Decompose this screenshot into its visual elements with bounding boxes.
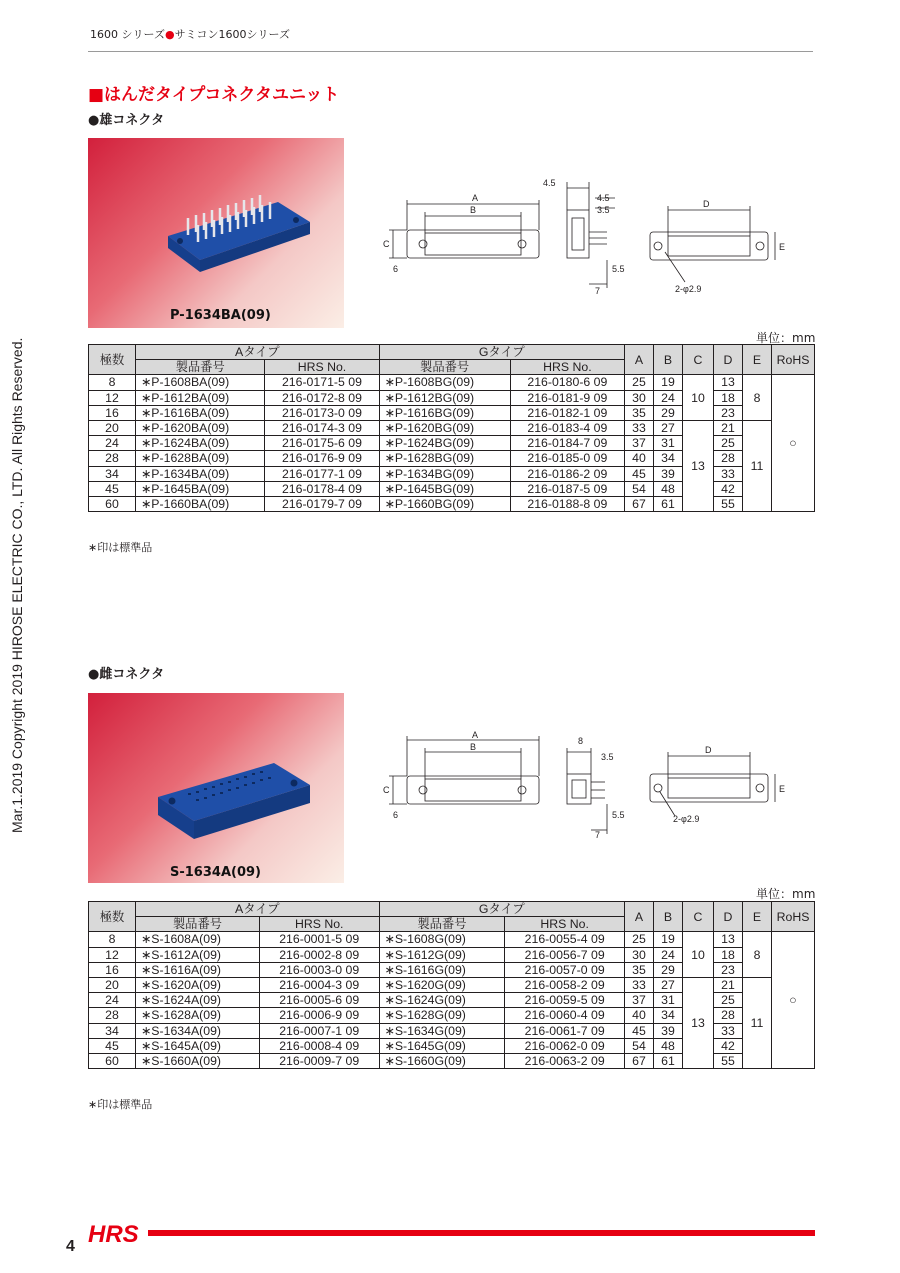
col-poles: 極数 <box>89 902 136 932</box>
female-spec-table <box>88 901 815 1069</box>
male-connector-image <box>88 138 344 328</box>
male-unit-label: 単位：mm <box>756 331 816 345</box>
table-row: 8 ∗S-1608A(09) 216-0001-5 09 ∗S-1608G(09) 216-0055-4 09 25 19 10 13 8 ○ <box>89 932 815 947</box>
male-spec-table <box>88 344 815 512</box>
c-group-2: 13 <box>683 977 714 1068</box>
table-row: 34 ∗S-1634A(09) 216-0007-1 09 ∗S-1634G(09) 216-0061-7 09 45 39 33 <box>89 1023 815 1038</box>
c-group-2: 13 <box>683 420 714 511</box>
svg-text:4.5: 4.5 <box>597 193 610 203</box>
col-B: B <box>654 345 683 375</box>
female-dimension-drawing <box>375 730 815 845</box>
table-row: 20 ∗P-1620BA(09) 216-0174-3 09 ∗P-1620BG(09) 216-0183-4 09 33 27 13 21 11 <box>89 420 815 435</box>
svg-text:3.5: 3.5 <box>597 205 610 215</box>
col-A: A <box>625 345 654 375</box>
svg-text:5.5: 5.5 <box>612 810 625 820</box>
rohs-mark: ○ <box>772 932 815 1069</box>
svg-text:B: B <box>470 205 477 215</box>
bullet-dot-icon: ● <box>164 28 175 41</box>
col-poles: 極数 <box>89 345 136 375</box>
col-rohs: RoHS <box>772 902 815 932</box>
female-connector-image <box>88 693 344 883</box>
table-row: 24 ∗P-1624BA(09) 216-0175-6 09 ∗P-1624BG(09) 216-0184-7 09 37 31 25 <box>89 436 815 451</box>
col-a-type: Aタイプ <box>136 902 380 917</box>
male-photo-caption: P-1634BA(09) <box>170 308 271 323</box>
col-C: C <box>683 902 714 932</box>
section-title: ■はんだタイプコネクタユニット <box>88 85 340 105</box>
table-row: 16 ∗P-1616BA(09) 216-0173-0 09 ∗P-1616BG(09) 216-0182-1 09 35 29 23 <box>89 405 815 420</box>
e-group-1: 8 <box>743 932 772 978</box>
table-row: 24 ∗S-1624A(09) 216-0005-6 09 ∗S-1624G(09) 216-0059-5 09 37 31 25 <box>89 993 815 1008</box>
col-C: C <box>683 345 714 375</box>
female-heading: ●雌コネクタ <box>88 667 165 682</box>
table-row: 12 ∗P-1612BA(09) 216-0172-8 09 ∗P-1612BG(09) 216-0181-9 09 30 24 18 <box>89 390 815 405</box>
svg-text:E: E <box>779 242 786 252</box>
col-a-hrs: HRS No. <box>259 917 379 932</box>
table-row: 20 ∗S-1620A(09) 216-0004-3 09 ∗S-1620G(09) 216-0058-2 09 33 27 13 21 11 <box>89 977 815 992</box>
male-photo <box>88 138 344 328</box>
female-unit-label: 単位：mm <box>756 887 816 901</box>
svg-text:5.5: 5.5 <box>612 264 625 274</box>
col-g-hrs: HRS No. <box>505 917 625 932</box>
page-number: 4 <box>66 1238 75 1255</box>
header-rule <box>88 51 813 52</box>
female-note: ∗印は標準品 <box>88 1098 153 1111</box>
svg-text:E: E <box>779 784 786 794</box>
svg-text:6: 6 <box>393 810 399 820</box>
male-heading: ●雄コネクタ <box>88 113 165 128</box>
table-row: 28 ∗S-1628A(09) 216-0006-9 09 ∗S-1628G(09) 216-0060-4 09 40 34 28 <box>89 1008 815 1023</box>
col-g-hrs: HRS No. <box>510 360 624 375</box>
c-group-1: 10 <box>683 932 714 978</box>
table-row: 34 ∗P-1634BA(09) 216-0177-1 09 ∗P-1634BG(09) 216-0186-2 09 45 39 33 <box>89 466 815 481</box>
svg-text:2-φ2.9: 2-φ2.9 <box>675 284 702 294</box>
col-a-type: Aタイプ <box>136 345 380 360</box>
male-dimension-drawing <box>375 170 815 300</box>
female-photo <box>88 693 344 883</box>
col-g-type: Gタイプ <box>379 902 624 917</box>
col-a-part: 製品番号 <box>136 917 260 932</box>
svg-text:D: D <box>703 199 710 209</box>
header-subseries: サミコン1600シリーズ <box>174 28 291 41</box>
svg-text:D: D <box>705 745 712 755</box>
e-group-2: 11 <box>743 420 772 511</box>
col-rohs: RoHS <box>772 345 815 375</box>
table-row: 16 ∗S-1616A(09) 216-0003-0 09 ∗S-1616G(09) 216-0057-0 09 35 29 23 <box>89 962 815 977</box>
table-row: 8 ∗P-1608BA(09) 216-0171-5 09 ∗P-1608BG(09) 216-0180-6 09 25 19 10 13 8 ○ <box>89 375 815 390</box>
hrs-logo <box>88 1221 148 1245</box>
svg-text:C: C <box>383 785 390 795</box>
col-E: E <box>743 345 772 375</box>
svg-text:C: C <box>383 239 390 249</box>
col-a-part: 製品番号 <box>136 360 265 375</box>
svg-text:B: B <box>470 742 477 752</box>
svg-text:3.5: 3.5 <box>601 752 614 762</box>
svg-text:7: 7 <box>595 830 601 840</box>
table-row: 45 ∗S-1645A(09) 216-0008-4 09 ∗S-1645G(09) 216-0062-0 09 54 48 42 <box>89 1038 815 1053</box>
svg-text:A: A <box>472 730 479 740</box>
e-group-1: 8 <box>743 375 772 421</box>
c-group-1: 10 <box>683 375 714 421</box>
svg-text:A: A <box>472 193 479 203</box>
col-g-part: 製品番号 <box>379 917 505 932</box>
svg-text:4.5: 4.5 <box>543 178 556 188</box>
col-D: D <box>714 902 743 932</box>
e-group-2: 11 <box>743 977 772 1068</box>
col-E: E <box>743 902 772 932</box>
male-note: ∗印は標準品 <box>88 541 153 554</box>
svg-text:6: 6 <box>393 264 399 274</box>
female-photo-caption: S-1634A(09) <box>170 865 261 880</box>
svg-text:2-φ2.9: 2-φ2.9 <box>673 814 700 824</box>
rohs-mark: ○ <box>772 375 815 512</box>
svg-text:7: 7 <box>595 286 601 296</box>
table-row: 28 ∗P-1628BA(09) 216-0176-9 09 ∗P-1628BG(09) 216-0185-0 09 40 34 28 <box>89 451 815 466</box>
table-row: 60 ∗P-1660BA(09) 216-0179-7 09 ∗P-1660BG(09) 216-0188-8 09 67 61 55 <box>89 496 815 511</box>
col-a-hrs: HRS No. <box>265 360 379 375</box>
footer-bar <box>148 1230 815 1236</box>
col-A: A <box>625 902 654 932</box>
col-g-part: 製品番号 <box>379 360 510 375</box>
table-row: 12 ∗S-1612A(09) 216-0002-8 09 ∗S-1612G(09) 216-0056-7 09 30 24 18 <box>89 947 815 962</box>
table-row: 45 ∗P-1645BA(09) 216-0178-4 09 ∗P-1645BG(09) 216-0187-5 09 54 48 42 <box>89 481 815 496</box>
table-row: 60 ∗S-1660A(09) 216-0009-7 09 ∗S-1660G(09) 216-0063-2 09 67 61 55 <box>89 1053 815 1068</box>
col-D: D <box>714 345 743 375</box>
col-g-type: Gタイプ <box>379 345 624 360</box>
col-B: B <box>654 902 683 932</box>
svg-text:8: 8 <box>578 736 584 746</box>
running-header <box>90 26 290 42</box>
side-copyright: Mar.1.2019 Copyright 2019 HIROSE ELECTRIC CO., LTD. All Rights Reserved. <box>9 337 25 833</box>
svg-text:HRS: HRS <box>88 1221 139 1245</box>
header-series: 1600 シリーズ <box>90 28 165 41</box>
